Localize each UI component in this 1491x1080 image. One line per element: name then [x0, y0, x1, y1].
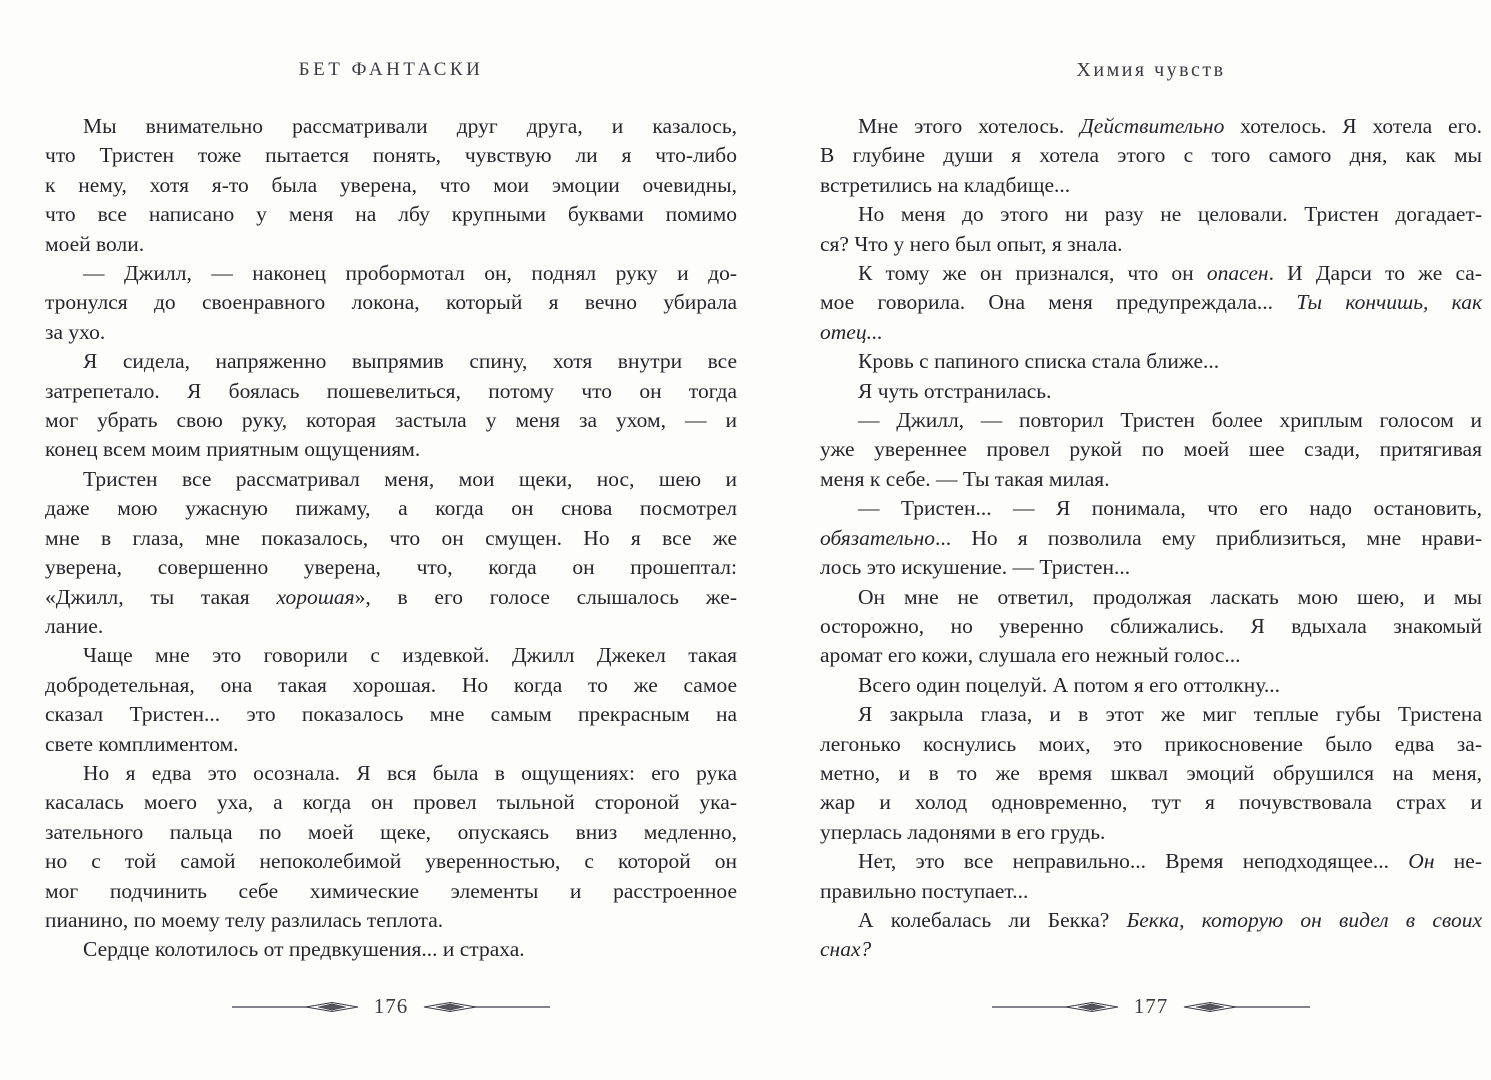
text-line	[820, 318, 1482, 347]
italic-text-segment: Бекка, которую он видел в своих	[1126, 907, 1482, 932]
text-line	[820, 583, 1482, 612]
text-segment: лось это искушение. — Тристен...	[820, 555, 1131, 580]
italic-text-segment: обязательно	[820, 525, 935, 550]
text-line	[45, 435, 737, 464]
paragraph	[820, 200, 1482, 259]
text-line	[820, 465, 1482, 494]
text-segment: Я сидела, напряженно выпрямив спину, хотя внутри все	[83, 349, 737, 374]
text-segment: хотелось. Я хотела его.	[1224, 114, 1482, 138]
text-line	[45, 259, 737, 288]
italic-text-segment: Он	[1408, 849, 1435, 874]
text-segment: . И Дарси то же са-	[1268, 261, 1482, 286]
paragraph	[820, 700, 1482, 847]
text-line	[45, 612, 737, 641]
page-right	[820, 0, 1482, 1080]
text-line	[45, 759, 737, 788]
text-segment: не-	[1434, 849, 1483, 874]
text-line	[45, 406, 737, 435]
text-line	[45, 171, 737, 200]
text-segment: конец всем моим приятным ощущениям.	[45, 437, 421, 462]
paragraph	[45, 465, 737, 641]
paragraph	[820, 377, 1482, 406]
text-line	[820, 730, 1482, 759]
text-line	[45, 288, 737, 317]
text-segment: Мы внимательно рассматривали друг друга, и казалось,	[83, 114, 737, 138]
text-line	[820, 935, 1482, 964]
text-line	[45, 141, 737, 170]
paragraph	[820, 906, 1482, 965]
text-line	[45, 583, 737, 612]
text-segment: Тристен все рассматривал меня, мои щеки, нос, шею и	[83, 466, 737, 491]
text-segment: Но меня до этого ни разу не целовали. Тристен догадает-	[858, 202, 1482, 227]
text-segment: сказал Тристен... это показалось мне самым прекрасным на	[45, 702, 737, 727]
text-segment: что Тристен тоже пытается понять, чувствую ли я что-либо	[45, 143, 737, 168]
text-segment: — Джилл, — повторил Тристен более хриплым голосом и	[858, 408, 1482, 433]
text-line	[820, 406, 1482, 435]
text-segment: », в его голосе слышалось же-	[354, 584, 737, 609]
text-segment: Я закрыла глаза, и в этот же миг теплые губы Тристена	[858, 702, 1482, 727]
text-segment: зательного пальца по моей щеке, опускаясь вниз медленно,	[45, 819, 737, 844]
paragraph	[45, 935, 737, 964]
text-line	[45, 200, 737, 229]
text-segment: к нему, хотя я-то была уверена, что мои эмоции очевидны,	[45, 172, 737, 197]
text-segment: мог подчинить себе химические элементы и расстроенное	[45, 878, 737, 903]
page-right-running-head: Химия чувств	[1076, 59, 1226, 81]
italic-text-segment: снах?	[820, 937, 872, 962]
italic-text-segment: опасен	[1206, 261, 1269, 286]
text-segment: осторожно, но уверенно сближались. Я вдыхала знакомый	[820, 613, 1482, 638]
text-segment: К тому же он признался, что он	[858, 261, 1207, 286]
italic-text-segment: Ты кончишь, как	[1296, 290, 1482, 315]
paragraph	[45, 259, 737, 347]
text-line	[45, 877, 737, 906]
text-segment: Сердце колотилось от предвкушения... и страха.	[83, 937, 525, 962]
text-segment: аромат его кожи, слушала его нежный голос...	[820, 643, 1241, 668]
text-segment: моей воли.	[45, 231, 145, 256]
text-line	[45, 700, 737, 729]
text-segment: мое говорила. Она меня предупреждала...	[820, 290, 1297, 315]
text-line	[820, 141, 1482, 170]
text-segment: меня к себе. — Ты такая милая.	[820, 466, 1110, 491]
text-line	[45, 377, 737, 406]
text-segment: встретились на кладбище...	[820, 172, 1071, 197]
text-line	[45, 788, 737, 817]
text-segment: правильно поступает...	[820, 878, 1029, 903]
text-line	[45, 730, 737, 759]
paragraph	[820, 259, 1482, 347]
paragraph	[820, 671, 1482, 700]
text-segment: Чаще мне это говорили с издевкой. Джилл Джекел такая	[83, 643, 737, 668]
italic-text-segment: хорошая	[276, 584, 355, 609]
text-segment: легонько коснулись моих, это прикосновение было едва за-	[820, 731, 1482, 756]
text-segment: ся? Что у него был опыт, я знала.	[820, 231, 1123, 256]
text-segment: пианино, по моему телу разлилась теплота.	[45, 907, 444, 932]
text-segment: Он мне не ответил, продолжая ласкать мою шею, и мы	[858, 584, 1482, 609]
text-line	[45, 318, 737, 347]
footer-flourish-right-icon	[420, 1000, 550, 1014]
page-right-footer	[820, 994, 1482, 1019]
paragraph	[45, 641, 737, 759]
text-line	[45, 494, 737, 523]
italic-text-segment: Действительно	[1080, 114, 1225, 138]
text-segment: уверена, совершенно уверена, что, когда он прошептал:	[45, 555, 737, 580]
text-line	[820, 847, 1482, 876]
text-line	[820, 671, 1482, 700]
text-line	[45, 347, 737, 376]
text-line	[820, 377, 1482, 406]
text-segment: мог убрать свою руку, которая застыла у меня за ухом, — и	[45, 408, 737, 433]
text-line	[820, 553, 1482, 582]
text-line	[820, 641, 1482, 670]
text-line	[820, 259, 1482, 288]
text-segment: Но я едва это осознала. Я вся была в ощущениях: его рука	[83, 760, 737, 785]
text-segment: уже увереннее провел рукой по моей шее сзади, притягивая	[820, 437, 1482, 462]
paragraph	[45, 347, 737, 465]
text-line	[820, 612, 1482, 641]
text-segment: даже мою ужасную пижаму, а когда он снова посмотрел	[45, 496, 737, 521]
text-segment: А колебалась ли Бекка?	[858, 907, 1127, 932]
text-segment: Кровь с папиного списка стала ближе...	[858, 349, 1220, 374]
text-segment: затрепетало. Я боялась пошевелиться, потому что он тогда	[45, 378, 737, 403]
paragraph	[820, 583, 1482, 671]
text-segment: Нет, это все неправильно... Время неподходящее...	[858, 849, 1409, 874]
text-line	[45, 935, 737, 964]
page-right-body	[820, 112, 1482, 965]
text-line	[820, 435, 1482, 464]
paragraph	[820, 347, 1482, 376]
text-segment: жар и холод одновременно, тут я почувствовала страх и	[820, 790, 1482, 815]
text-line	[45, 847, 737, 876]
text-line	[45, 465, 737, 494]
text-segment: добродетельная, она такая хорошая. Но когда то же самое	[45, 672, 737, 697]
text-line	[820, 112, 1482, 141]
text-segment: В глубине души я хотела этого с того самого дня, как мы	[820, 143, 1482, 168]
text-segment: ... Но я позволила ему приблизиться, мне нрави-	[935, 525, 1482, 550]
text-segment: Я чуть отстранилась.	[858, 378, 1052, 403]
text-line	[820, 818, 1482, 847]
text-segment: — Тристен... — Я понимала, что его надо остановить,	[858, 496, 1482, 521]
text-line	[45, 906, 737, 935]
text-segment: что все написано у меня на лбу крупными буквами помимо	[45, 202, 737, 227]
text-line	[820, 906, 1482, 935]
text-segment: Всего один поцелуй. А потом я его оттолкну...	[858, 672, 1280, 697]
paragraph	[820, 494, 1482, 582]
text-line	[45, 230, 737, 259]
page-left-running-head: БЕТ ФАНТАСКИ	[298, 59, 484, 80]
text-line	[45, 818, 737, 847]
paragraph	[820, 112, 1482, 200]
page-right-number: 177	[1133, 994, 1169, 1018]
text-line	[820, 171, 1482, 200]
text-segment: «Джилл, ты такая	[45, 584, 277, 609]
text-line	[820, 347, 1482, 376]
text-segment: лание.	[45, 613, 104, 638]
text-segment: уперлась ладонями в его грудь.	[820, 819, 1106, 844]
footer-flourish-left-icon	[992, 1000, 1122, 1014]
page-left	[45, 0, 737, 1080]
text-segment: но с той самой непоколебимой уверенностью, с которой он	[45, 849, 737, 874]
text-line	[45, 112, 737, 141]
text-segment: свете комплиментом.	[45, 731, 239, 756]
text-line	[820, 788, 1482, 817]
text-line	[820, 288, 1482, 317]
paragraph	[45, 759, 737, 935]
text-line	[820, 877, 1482, 906]
italic-text-segment: отец...	[820, 319, 883, 344]
text-line	[820, 200, 1482, 229]
text-line	[820, 524, 1482, 553]
paragraph	[820, 406, 1482, 494]
footer-flourish-left-icon	[232, 1000, 362, 1014]
text-line	[45, 671, 737, 700]
text-segment: касалась моего уха, а когда он провел тыльной стороной ука-	[45, 790, 737, 815]
text-line	[45, 553, 737, 582]
paragraph	[45, 112, 737, 259]
text-line	[820, 700, 1482, 729]
text-segment: Мне этого хотелось.	[858, 114, 1081, 138]
text-line	[820, 494, 1482, 523]
text-line	[45, 641, 737, 670]
text-line	[45, 524, 737, 553]
text-line	[820, 230, 1482, 259]
text-segment: мне в глаза, мне показалось, что он смущен. Но я все же	[45, 525, 737, 550]
text-segment: тронулся до своенравного локона, который я вечно убирала	[45, 290, 737, 315]
page-left-number: 176	[373, 994, 409, 1018]
text-segment: за ухо.	[45, 319, 106, 344]
paragraph	[820, 847, 1482, 906]
text-segment: — Джилл, — наконец пробормотал он, поднял руку и до-	[83, 261, 737, 286]
page-left-body	[45, 112, 737, 965]
text-line	[820, 759, 1482, 788]
footer-flourish-right-icon	[1180, 1000, 1310, 1014]
page-left-footer	[45, 994, 737, 1019]
text-segment: метно, и в то же время шквал эмоций обрушился на меня,	[820, 760, 1482, 785]
